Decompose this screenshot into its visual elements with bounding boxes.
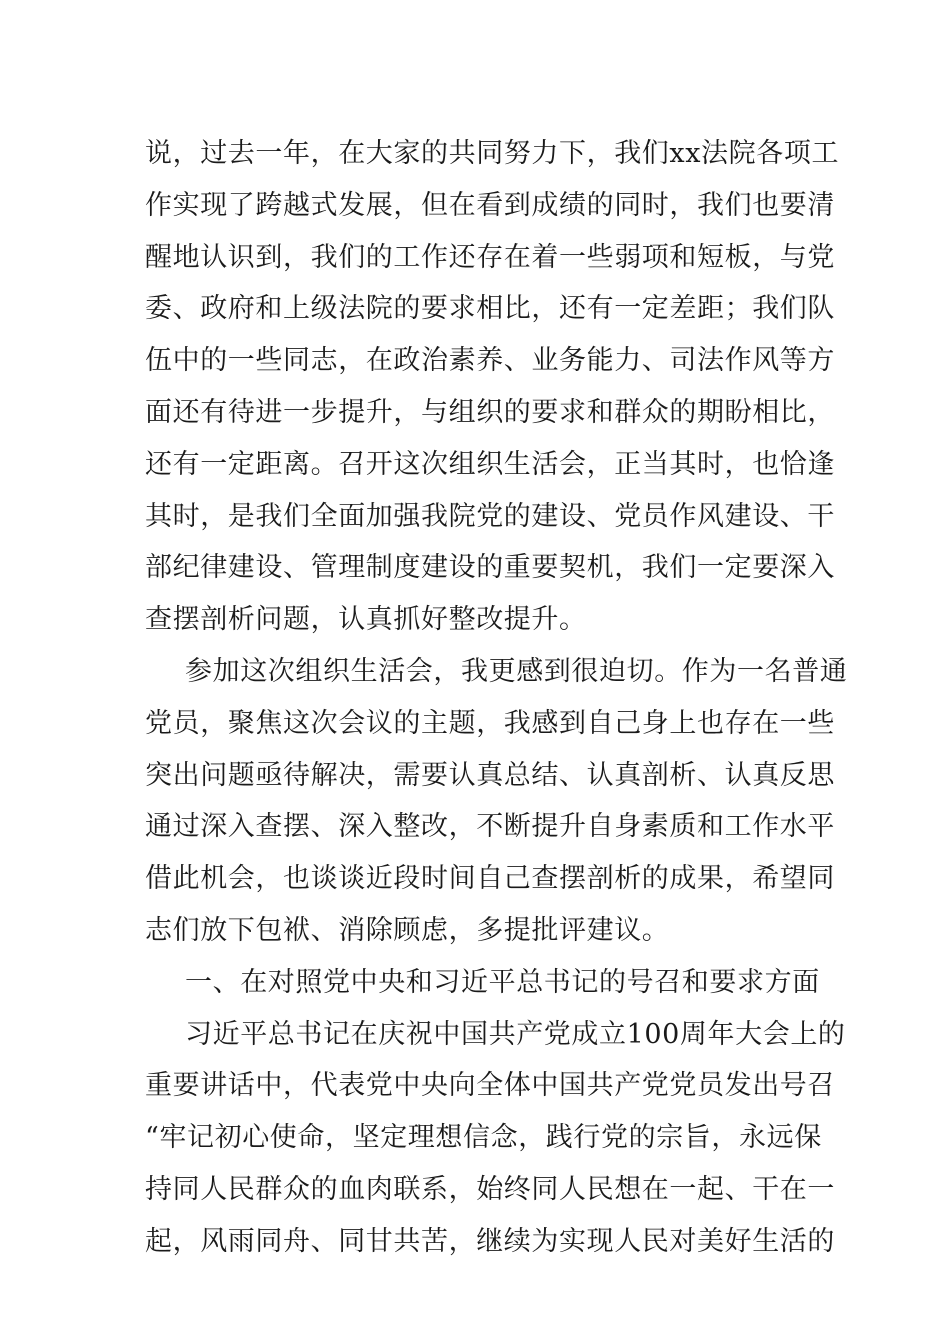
text-line: 持同人民群众的血肉联系，始终同人民想在一起、干在一 xyxy=(145,1173,835,1205)
text-line: 重要讲话中，代表党中央向全体中国共产党党员发出号召 xyxy=(145,1070,835,1102)
paragraph-first-line: 参加这次组织生活会，我更感到很迫切。作为一名普通 xyxy=(185,655,848,687)
text-line: 借此机会，也谈谈近段时间自己查摆剖析的成果，希望同 xyxy=(145,863,835,895)
text-line: 还有一定距离。召开这次组织生活会，正当其时，也恰逢 xyxy=(145,448,835,480)
text-line: 委、政府和上级法院的要求相比，还有一定差距；我们队 xyxy=(145,293,835,325)
text-line: 醒地认识到，我们的工作还存在着一些弱项和短板，与党 xyxy=(145,241,835,273)
section-heading: 一、在对照党中央和习近平总书记的号召和要求方面 xyxy=(185,966,820,998)
text-line: 起，风雨同舟、同甘共苦，继续为实现人民对美好生活的 xyxy=(145,1225,835,1257)
paragraph-first-line: 习近平总书记在庆祝中国共产党成立100周年大会上的 xyxy=(185,1018,846,1050)
text-line: 部纪律建设、管理制度建设的重要契机，我们一定要深入 xyxy=(145,552,835,584)
text-line: 说，过去一年，在大家的共同努力下，我们xx法院各项工 xyxy=(145,138,840,169)
text-line: “牢记初心使命，坚定理想信念，践行党的宗旨，永远保 xyxy=(145,1122,822,1154)
text-line: 作实现了跨越式发展，但在看到成绩的同时，我们也要清 xyxy=(145,189,835,221)
text-line: 面还有待进一步提升，与组织的要求和群众的期盼相比， xyxy=(145,396,835,428)
text-line: 突出问题亟待解决，需要认真总结、认真剖析、认真反思 xyxy=(145,759,835,791)
body-text xyxy=(145,128,848,1268)
text-line: 其时，是我们全面加强我院党的建设、党员作风建设、干 xyxy=(145,500,835,532)
text-line: 伍中的一些同志，在政治素养、业务能力、司法作风等方 xyxy=(145,345,835,377)
text-line: 党员，聚焦这次会议的主题，我感到自己身上也存在一些 xyxy=(145,707,835,739)
text-line: 通过深入查摆、深入整改，不断提升自身素质和工作水平 xyxy=(145,811,835,843)
text-line: 志们放下包袱、消除顾虑，多提批评建议。 xyxy=(145,914,670,946)
text-line: 查摆剖析问题，认真抓好整改提升。 xyxy=(145,604,587,636)
